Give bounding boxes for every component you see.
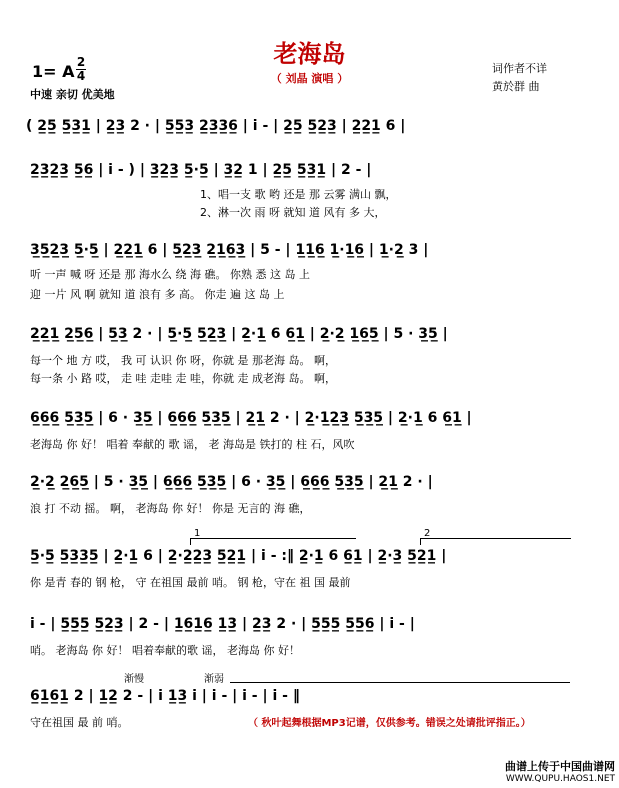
lyricist-credit: 词作者不详 xyxy=(492,62,547,75)
transcription-remark: （ 秋叶起舞根据MP3记谱，仅供参考。错误之处请批评指正。） xyxy=(248,718,531,729)
composer-credit: 黄於群 曲 xyxy=(492,80,540,93)
singer-credit: （ 刘晶 演唱 ） xyxy=(270,72,349,85)
site-url: WWW.QUPU.HAOS1.NET xyxy=(505,774,615,784)
key-signature: 1= A xyxy=(32,62,75,81)
lyric-row-3-verse-1: 听 一声 喊 呀 还是 那 海水么 绕 海 礁。 你熟 悉 这 岛 上 xyxy=(30,268,310,281)
notation-row-4: 2̲2̲1̲ 2̲5̲6̲ | 5̲3̲ 2 · | 5̲·5̲ 5̲2̲3̲ | 2̲·1̲ 6 6̲1̲ | 2̲·2̲ 1̲6̲5̲ | 5 · 3̲5̲ | xyxy=(30,326,448,342)
site-watermark xyxy=(505,760,615,786)
lyric-row-9: 守在祖国 最 前 哨。 xyxy=(30,716,129,729)
time-signature xyxy=(76,56,86,83)
notation-row-6: 2̲·2̲ 2̲6̲5̲ | 5 · 3̲5̲ | 6̲6̲6̲ 5̲3̲5̲ | 6 · 3̲5̲ | 6̲6̲6̲ 5̲3̲5̲ | 2̲1̲ 2 · | xyxy=(30,474,433,490)
site-name: 曲谱上传于中国曲谱网 xyxy=(505,760,615,773)
lyric-row-6: 浪 打 不动 摇。 啊， 老海岛 你 好！ 你是 无言的 海 礁， xyxy=(30,502,311,515)
notation-row-2: 2̲3̲2̲3̲ 5̲6̲ | i - ) | 3̲2̲3̲ 5̲·5̲ | 3̲2̲ 1 | 2̲5̲ 5̲3̲1̲ | 2 - | xyxy=(30,162,372,178)
volta-1-bracket xyxy=(190,538,356,545)
notation-row-3: 3̲5̲2̲3̲ 5̲·5̲ | 2̲2̲1̲ 6 | 5̲2̲3̲ 2̲1̲6̲3̲ | 5 - | 1̲1̲6̲ 1̲·1̲6̲ | 1̲·2̲ 3 | xyxy=(30,242,429,258)
volta-2-label: 2 xyxy=(424,528,431,539)
diminuendo-mark: 渐弱 xyxy=(204,674,224,685)
lyric-row-4-verse-1: 每一个 地 方 哎， 我 可 认识 你 呀，你就 是 那老海 岛。 啊， xyxy=(30,354,336,367)
meter-top: 2 xyxy=(76,55,86,69)
lyric-row-5: 老海岛 你 好！ 唱着 奉献的 歌 谣， 老 海岛是 铁打的 柱 石，风吹 xyxy=(30,438,355,451)
notation-row-9: 6̲1̲6̲1̲ 2 | 1̲2̲ 2 - | i 1̲3̲ i | i - | i - | i - ‖ xyxy=(30,688,300,704)
meter-bottom: 4 xyxy=(76,69,86,83)
page-title: 老海岛 xyxy=(273,40,346,68)
volta-1-label: 1 xyxy=(194,528,201,539)
lyric-row-7: 你 是青 春的 钢 枪， 守 在祖国 最前 哨。 钢 枪，守在 祖 国 最前 xyxy=(30,576,351,589)
lyric-row-2-verse-2: 2、淋一次 雨 呀 就知 道 风有 多 大， xyxy=(200,206,386,219)
notation-row-5: 6̲6̲6̲ 5̲3̲5̲ | 6 · 3̲5̲ | 6̲6̲6̲ 5̲3̲5̲ | 2̲1̲ 2 · | 2̲·1̲2̲3̲ 5̲3̲5̲ | 2̲·1̲ 6 6̲1̲ | xyxy=(30,410,472,426)
lyric-row-3-verse-2: 迎 一片 风 啊 就知 道 浪有 多 高。 你走 遍 这 岛 上 xyxy=(30,288,285,301)
diminuendo-line xyxy=(230,682,570,683)
lyric-row-2-verse-1: 1、唱一支 歌 哟 还是 那 云雾 满山 飘， xyxy=(200,188,397,201)
ritardando-mark: 渐慢 xyxy=(124,674,144,685)
notation-row-8: i - | 5̲5̲5̲ 5̲2̲3̲ | 2 - | 1̲6̲1̲6̲ 1̲3̲ | 2̲3̲ 2 · | 5̲5̲5̲ 5̲5̲6̲ | i - | xyxy=(30,616,415,632)
volta-2-bracket xyxy=(420,538,571,545)
lyric-row-4-verse-2: 每一条 小 路 哎， 走 哇 走哇 走 哇，你就 走 成老海 岛。 啊， xyxy=(30,372,336,385)
notation-row-1: ( 2̲5̲ 5̲3̲1̲ | 2̲3̲ 2 · | 5̲5̲3̲ 2̲3̲3̲6̲ | i - | 2̲5̲ 5̲2̲3̲ | 2̲2̲1̲ 6 | xyxy=(26,118,406,134)
notation-row-7: 5̲·5̲ 5̲3̲3̲5̲ | 2̲·1̲ 6 | 2̲·2̲2̲3̲ 5̲2̲1̲ | i - :‖ 2̲·1̲ 6 6̲1̲ | 2̲·3̲ 5̲2̲1̲ | xyxy=(30,548,447,564)
tempo-marking: 中速 亲切 优美地 xyxy=(30,88,115,101)
lyric-row-8: 哨。 老海岛 你 好！ 唱着奉献的歌 谣， 老海岛 你 好！ xyxy=(30,644,300,657)
